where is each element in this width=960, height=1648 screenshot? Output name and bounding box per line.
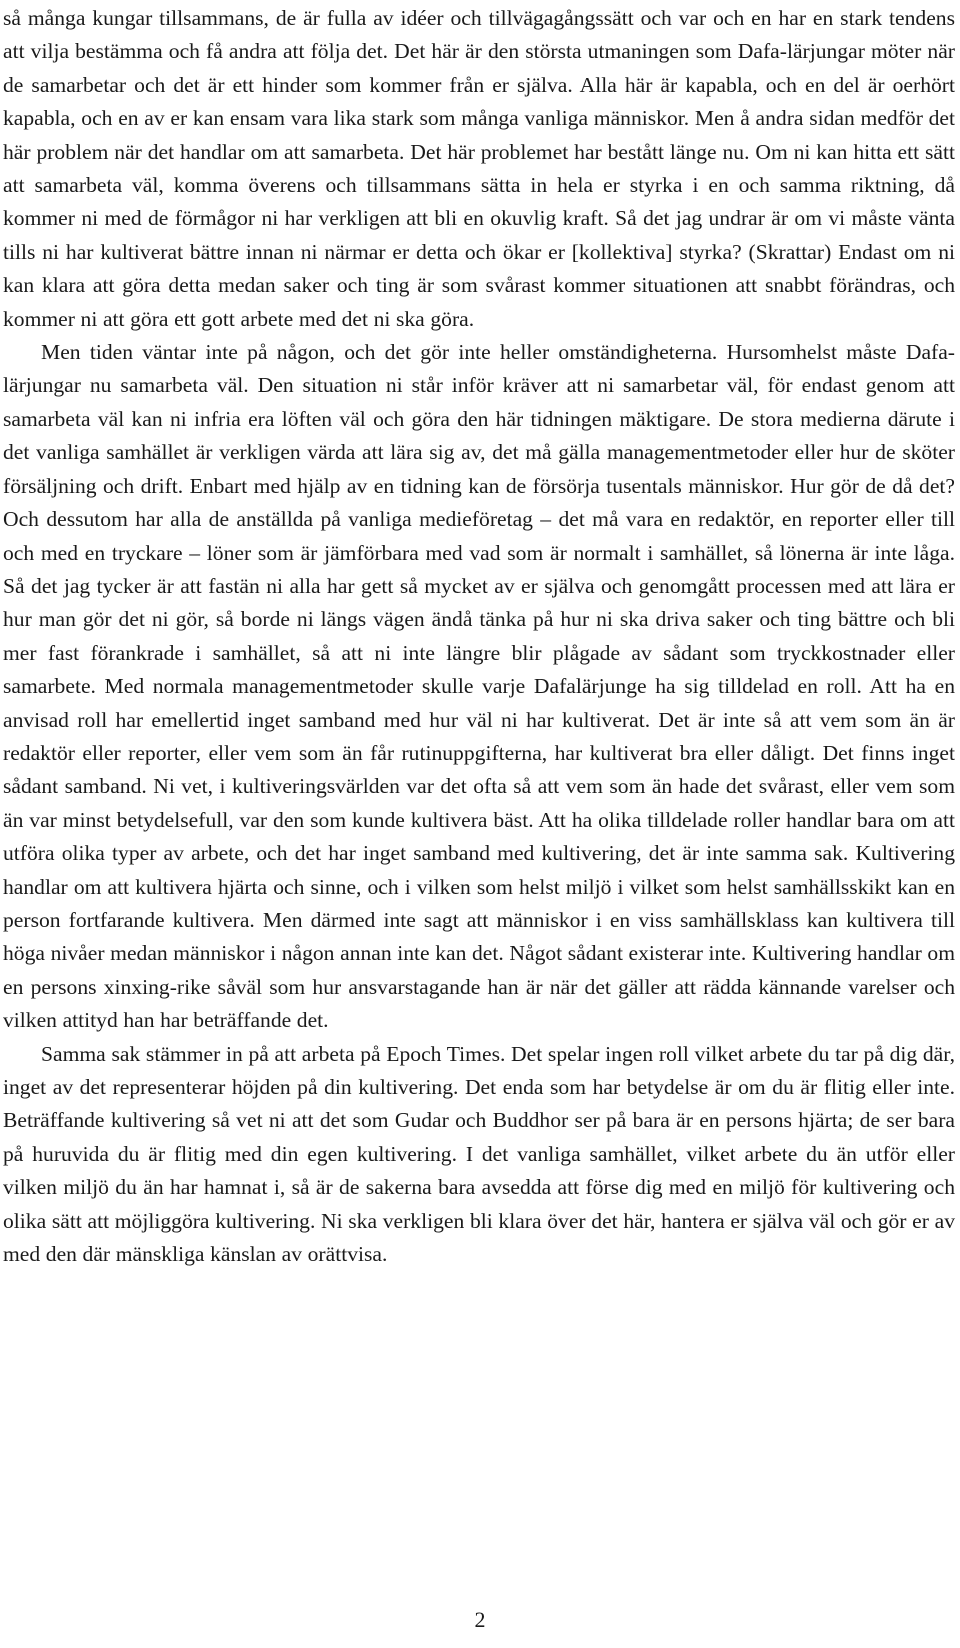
paragraph-3: Samma sak stämmer in på att arbeta på Epoch Times. Det spelar ingen roll vilket arbete du tar på dig där, inget av det representerar höjden på din kultivering. Det enda som har betydelse är om du är flitig eller inte. Beträffande kultivering så vet ni att det som Gudar och Buddhor ser på bara är en persons hjärta; de ser bara på huruvida du är flitig med din egen kultivering. I det vanliga samhället, vilket arbete du än utför eller vilken miljö du än har hamnat i, så är de sakerna bara avsedda att förse dig med en miljö för kultivering och olika sätt att möjliggöra kultivering. Ni ska verkligen bli klara över det här, hantera er själva väl och gör er av med den där mänskliga känslan av orättvisa. — [3, 1041, 955, 1267]
paragraph-2: Men tiden väntar inte på någon, och det gör inte heller omständigheterna. Hursomhelst måste Dafa-lärjungar nu samarbeta väl. Den situation ni står inför kräver att ni samarbetar väl, för endast genom att samarbeta väl kan ni infria era löften väl och göra den här tidningen mäktigare. De stora medierna därute i det vanliga samhället är verkligen värda att lära sig av, det må gälla managementmetoder eller hur de sköter försäljning och drift. Enbart med hjälp av en tidning kan de försörja tusentals människor. Hur gör de då det? Och dessutom har alla de anställda på vanliga medieföretag – det må vara en redaktör, en reporter eller till och med en tryckare – löner som är jämförbara med vad som är normalt i samhället, så lönerna är inte låga. Så det jag tycker är att fastän ni alla har gett så mycket av er själva och genomgått processen med att lära er hur man gör det ni gör, så borde ni längs vägen ändå tänka på hur ni ska driva saker och ting bättre och bli mer fast förankrade i samhället, så att ni inte längre blir plågade av sådant som tryckkostnader eller samarbete. Med normala managementmetoder skulle varje Dafalärjunge ha sig tilldelad en roll. Att ha en anvisad roll har emellertid inget samband med hur väl ni har kultiverat. Det är inte så att vem som än är redaktör eller reporter, eller vem som än får rutinuppgifterna, har kultiverat bra eller dåligt. Det finns inget sådant samband. Ni vet, i kultiveringsvärlden var det ofta så att vem som än hade det svårast, eller vem som än var minst betydelsefull, var den som kunde kultivera bäst. Att ha olika tilldelade roller handlar bara om att utföra olika typer av arbete, och det har inget samband med kultivering, det är inte samma sak. Kultivering handlar om att kultivera hjärta och sinne, och i vilken som helst miljö i vilket som helst samhällsskikt kan en person fortfarande kultivera. Men därmed inte sagt att människor i en viss samhällsklass kan kultivera till höga nivåer medan människor i någon annan inte kan det. Något sådant existerar inte. Kultivering handlar om en persons xinxing-rike såväl som hur ansvarstagande han är när det gäller att rädda kännande varelser och vilken attityd han har beträffande det. — [3, 340, 955, 1033]
page-number: 2 — [474, 1607, 486, 1632]
paragraph-1: så många kungar tillsammans, de är fulla av idéer och tillvägagångssätt och var och en har en stark tendens att vilja bestämma och få andra att följa det. Det här är den största utmaningen som Dafa-lärjungar möter när de samarbetar och det är ett hinder som kommer från er själva. Alla här är kapabla, och en del är oerhört kapabla, och en av er kan ensam vara lika stark som många vanliga människor. Men å andra sidan medför det här problem när det handlar om att samarbeta. Det här problemet har bestått länge nu. Om ni kan hitta ett sätt att samarbeta väl, komma överens och tillsammans sätta in hela er styrka i en och samma riktning, då kommer ni med de förmågor ni har verkligen att bli en okuvlig kraft. Så det jag undrar är om vi måste vänta tills ni har kultiverat bättre innan ni närmar er detta och ökar er [kollektiva] styrka? (Skrattar) Endast om ni kan klara att göra detta medan saker och ting är som svårast kommer situationen att snabbt förändras, och kommer ni att göra ett gott arbete med det ni ska göra. — [3, 6, 955, 331]
body-text — [3, 2, 955, 1271]
